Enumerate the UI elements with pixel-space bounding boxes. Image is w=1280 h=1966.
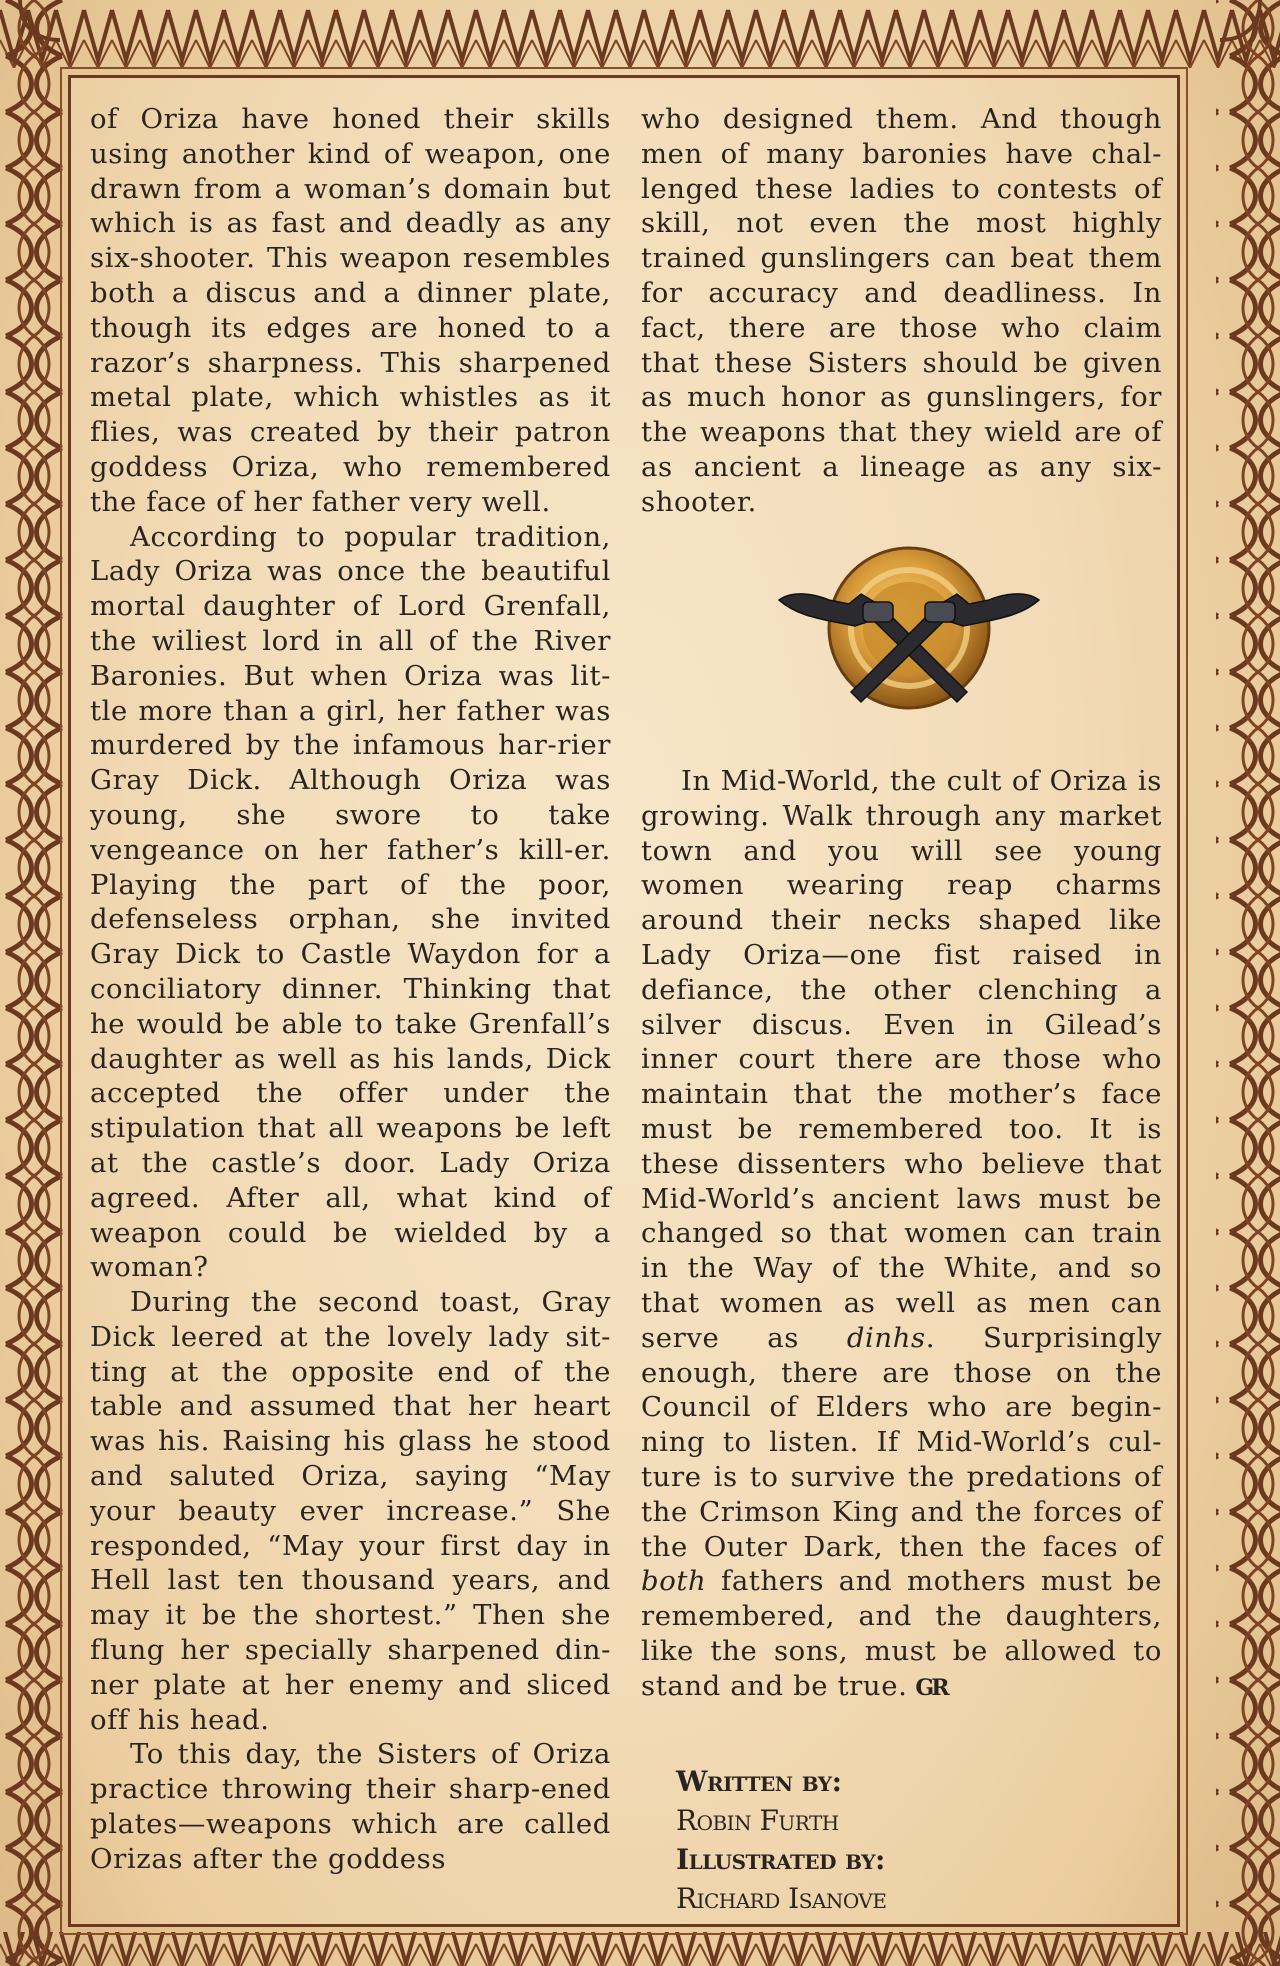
illustrated-by-label: Illustrated by: — [676, 1843, 885, 1876]
illustrator-name: Richard Isanove — [676, 1882, 887, 1915]
credits — [676, 1762, 976, 1918]
paragraph: of Oriza have honed their skills using another kind of weapon, one drawn from a woman’s domain but which is as fast and deadly as any six-shooter. This weapon resembles both a discus and a dinner plate, though its edges are honed to a razor’s sharpness. This sharpened metal plate, which whistles as it flies, was created by their patron goddess Oriza, who remembered the face of her father very well. — [90, 103, 611, 518]
paragraph: During the second toast, Gray Dick leered at the lovely lady sit-ting at the opposite end of the table and assumed that her heart was his. Raising his glass he stood and saluted Oriza, saying “May your beauty ever increase.” She responded, “May your first day in Hell last ten thousand years, and may it be the shortest.” Then she flung her specially sharpened din-ner plate at her enemy and sliced off his head. — [90, 1286, 611, 1736]
text-run: fathers and mothers must be remembered, and the daughters, like the sons, must be allowed to stand and be true. — [641, 1565, 1162, 1702]
paragraph — [641, 764, 1162, 1706]
article-left-column — [90, 102, 611, 1877]
text-run: . Surprisingly enough, there are those on the Council of Elders who are begin-ning to listen. If Mid-World’s cul-ture is to survive the predations of the Crimson King and the forces of the Outer Dark, then the faces of — [641, 1321, 1162, 1563]
italic-term: both — [641, 1565, 707, 1598]
paragraph: who designed them. And though men of many baronies have chal-lenged these ladies to contests of skill, not even the most highly trained gunslingers can beat them for accuracy and deadliness. In fact, there are those who claim that these Sisters should be given as much honor as gunslingers, for the weapons that they wield are of as ancient a lineage as any six-shooter. — [641, 103, 1162, 518]
written-by-label: Written by: — [676, 1765, 842, 1798]
writer-name: Robin Furth — [676, 1804, 839, 1837]
crossed-revolvers-emblem-icon — [775, 544, 1043, 712]
article-right-column-bottom — [641, 764, 1162, 1706]
paragraph: To this day, the Sisters of Oriza practice throwing their sharp-ened plates—weapons which are called Orizas after the goddess — [90, 1738, 611, 1875]
italic-term: dinhs — [846, 1321, 926, 1354]
paragraph: According to popular tradition, Lady Oriza was once the beautiful mortal daughter of Lord Grenfall, the wiliest lord in all of the River Baronies. But when Oriza was lit-tle more than a girl, her father was murdered by the infamous har-rier Gray Dick. Although Oriza was young, she swore to take vengeance on her father’s kill-er. Playing the part of the poor, defenseless orphan, she invited Gray Dick to Castle Waydon for a conciliatory dinner. Thinking that he would be able to take Grenfall’s daughter as well as his lands, Dick accepted the offer under the stipulation that all weapons be left at the castle’s door. Lady Oriza agreed. After all, what kind of weapon could be wielded by a woman? — [90, 520, 611, 1284]
text-run: In Mid-World, the cult of Oriza is growing. Walk through any market town and you will see young women wearing reap charms around their necks shaped like Lady Oriza—one fist raised in defiance, the other clenching a silver discus. Even in Gilead’s inner court there are those who maintain that the mother’s face must be remembered too. It is these dissenters who believe that Mid-World’s ancient laws must be changed so that women can train in the Way of the White, and so that women as well as men can serve as — [641, 765, 1162, 1354]
article-right-column-top — [641, 102, 1162, 520]
end-mark: GR — [915, 1674, 947, 1701]
